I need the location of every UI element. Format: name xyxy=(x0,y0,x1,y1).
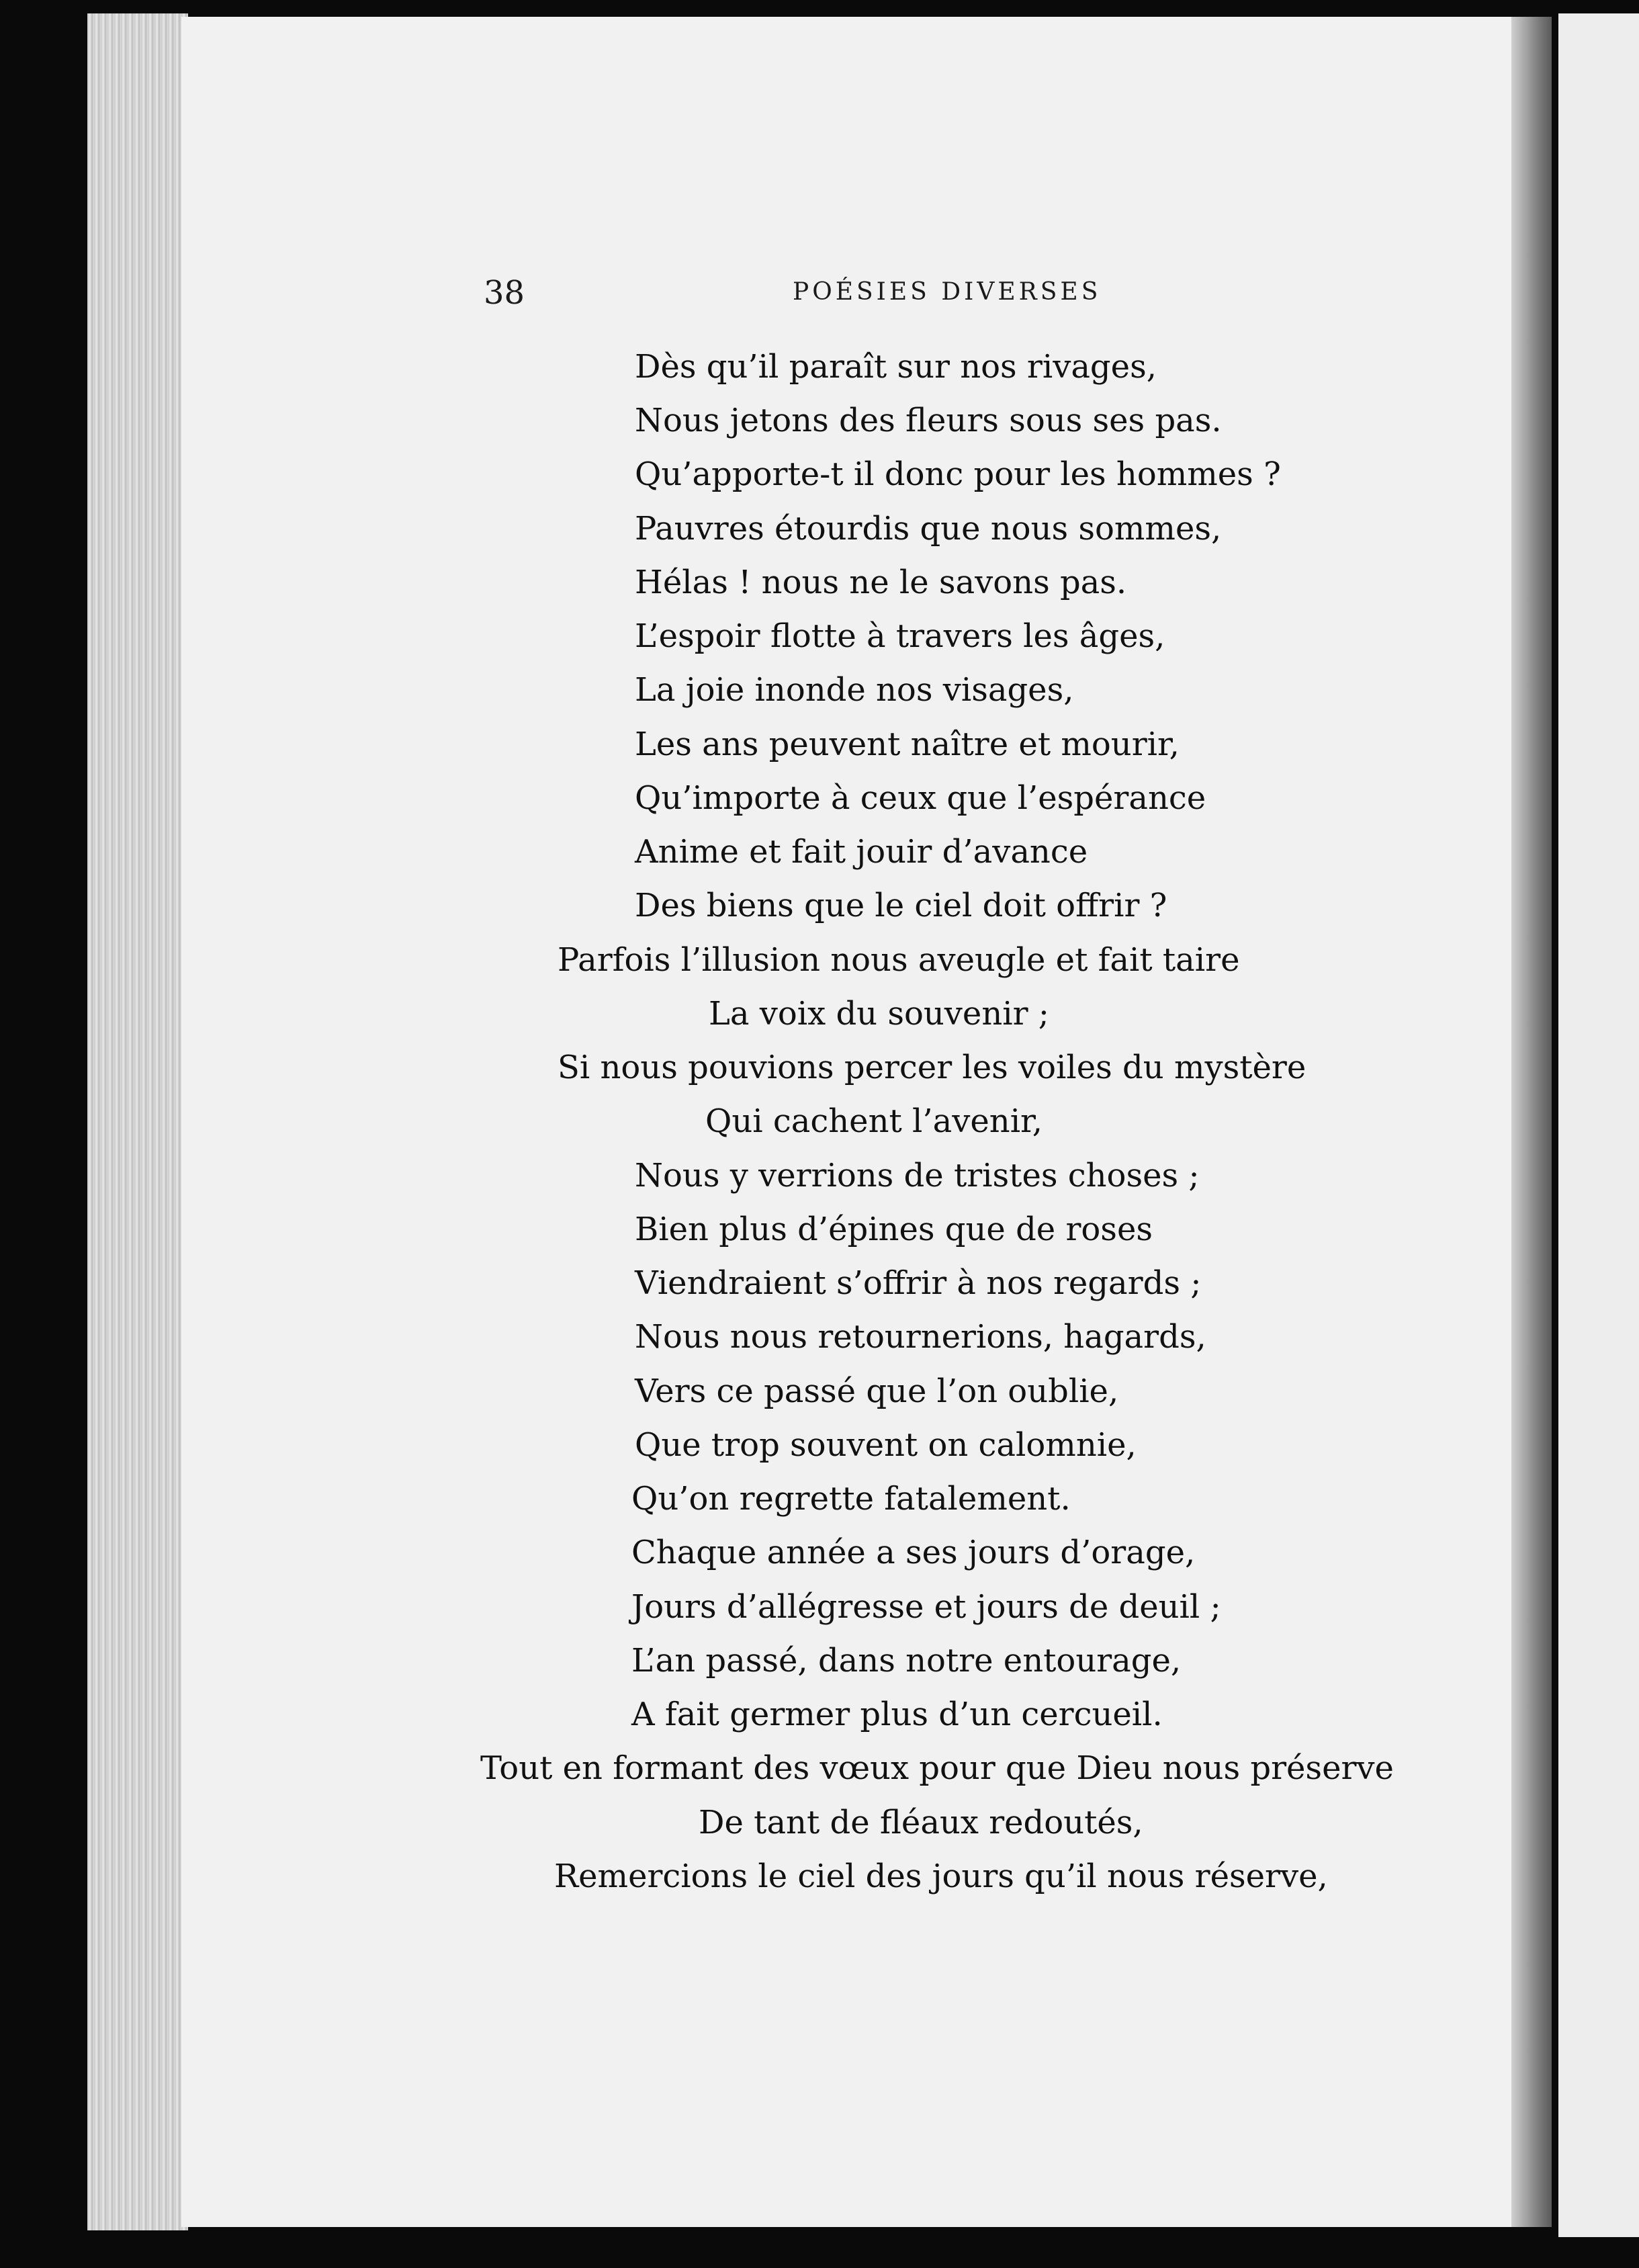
verse-line: Nous nous retournerions, hagards, xyxy=(635,1318,1206,1356)
verse-line: De tant de fléaux redoutés, xyxy=(699,1804,1143,1841)
verse-line: Des biens que le ciel doit offrir ? xyxy=(635,887,1167,924)
verse-line: Hélas ! nous ne le savons pas. xyxy=(635,564,1127,601)
verse-line: Anime et fait jouir d’avance xyxy=(635,833,1088,871)
verse-line: Bien plus d’épines que de roses xyxy=(635,1211,1153,1248)
verse-line: L’an passé, dans notre entourage, xyxy=(631,1642,1182,1680)
verse-line: Les ans peuvent naître et mourir, xyxy=(635,726,1180,763)
verse-line: Si nous pouvions percer les voiles du mystère xyxy=(558,1049,1306,1086)
verse-line: Parfois l’illusion nous aveugle et fait taire xyxy=(558,941,1240,979)
verse-line: Qu’importe à ceux que l’espérance xyxy=(635,779,1206,817)
running-head xyxy=(0,274,1639,314)
verse-line: Dès qu’il paraît sur nos rivages, xyxy=(635,348,1157,386)
verse-line: Qui cachent l’avenir, xyxy=(705,1102,1043,1140)
facing-page-shadow xyxy=(1511,17,1552,2227)
verse-line: Vers ce passé que l’on oublie, xyxy=(635,1372,1119,1410)
verse-line: Nous jetons des fleurs sous ses pas. xyxy=(635,402,1222,439)
page-edges xyxy=(87,13,188,2230)
verse-line: La joie inonde nos visages, xyxy=(635,671,1074,709)
verse-line: Qu’on regrette fatalement. xyxy=(631,1480,1071,1518)
verse-line: La voix du souvenir ; xyxy=(709,995,1049,1033)
verse-line: Pauvres étourdis que nous sommes, xyxy=(635,510,1222,548)
verse-line: Remercions le ciel des jours qu’il nous réserve, xyxy=(554,1858,1328,1895)
verse-line: Nous y verrions de tristes choses ; xyxy=(635,1157,1200,1194)
section-title: POÉSIES DIVERSES xyxy=(793,278,1102,306)
verse-line: L’espoir flotte à travers les âges, xyxy=(635,617,1165,655)
verse-line: Chaque année a ses jours d’orage, xyxy=(631,1534,1196,1571)
facing-page xyxy=(1558,13,1639,2237)
verse-line: Que trop souvent on calomnie, xyxy=(635,1426,1137,1464)
verse-line: Jours d’allégresse et jours de deuil ; xyxy=(631,1588,1221,1626)
page-number: 38 xyxy=(484,274,525,312)
verse-line: Tout en formant des vœux pour que Dieu nous préserve xyxy=(480,1749,1394,1787)
verse-line: Viendraient s’offrir à nos regards ; xyxy=(635,1264,1202,1302)
verse-line: Qu’apporte-t il donc pour les hommes ? xyxy=(635,455,1281,493)
verse-line: A fait germer plus d’un cercueil. xyxy=(631,1696,1163,1733)
